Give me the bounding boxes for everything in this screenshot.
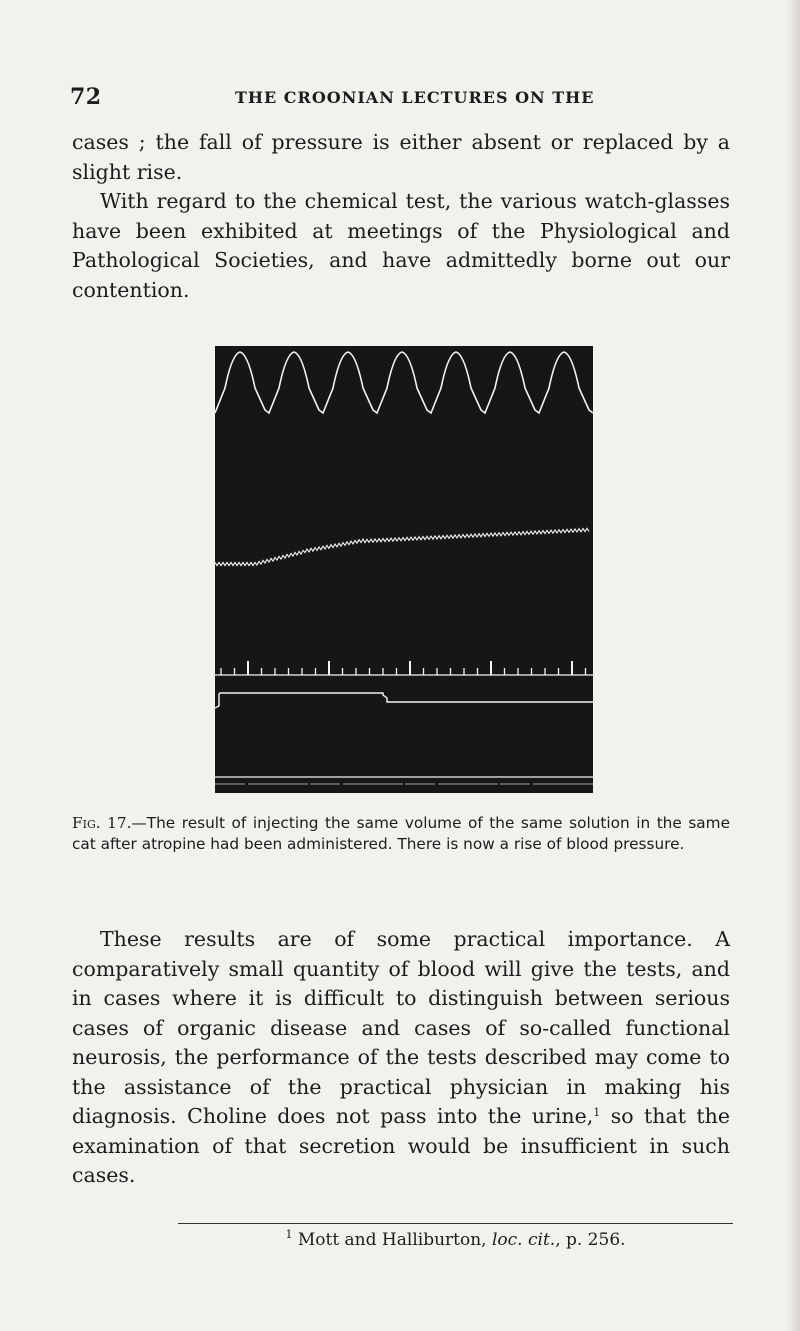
footnote-divider [178, 1223, 733, 1224]
paragraph-text-part2: so that the examination of that secretion would be insufficient in such cases. [72, 1104, 730, 1187]
paragraph-continuation: cases ; the fall of pressure is either absent or replaced by a slight rise. [72, 130, 730, 184]
footnote [178, 1228, 733, 1252]
footnote-citation: loc. cit. [491, 1230, 556, 1250]
footnote-page: , p. 256. [555, 1230, 626, 1250]
tracing-background [215, 346, 593, 793]
figure-kymograph-tracing [215, 338, 593, 793]
page-number: 72 [70, 84, 102, 110]
running-title: THE CROONIAN LECTURES ON THE [235, 88, 595, 107]
page-header [70, 84, 730, 114]
footnote-marker: 1 [285, 1228, 293, 1241]
paragraph-text-part1: These results are of some practical importance. A comparatively small quantity of blood will give the tests, and in cases where it is difficult to distinguish between serious cases of organic disease and cases of so-called functional neurosis, the performance of the tests described may come to the assistance of the practical physician in making his diagnosis. Choline does not pass into the urine, [72, 927, 730, 1128]
figure-label: Fig. 17. [72, 814, 132, 832]
footnote-author: Mott and Halliburton, [292, 1230, 492, 1250]
paragraph-practical-importance [72, 925, 730, 1191]
figure-caption [72, 813, 730, 855]
footnote-reference: 1 [593, 1106, 601, 1119]
page-edge-shadow [786, 0, 800, 1331]
kymograph-image [215, 338, 593, 793]
paragraph-chemical-test: With regard to the chemical test, the various watch-glasses have been exhibited at meetings of the Physiological and Pathological Societies, and have admittedly borne out our contention. [72, 189, 730, 302]
figure-caption-text: —The result of injecting the same volume of the same solution in the same cat after atropine had been administered. There is now a rise of blood pressure. [72, 814, 730, 853]
